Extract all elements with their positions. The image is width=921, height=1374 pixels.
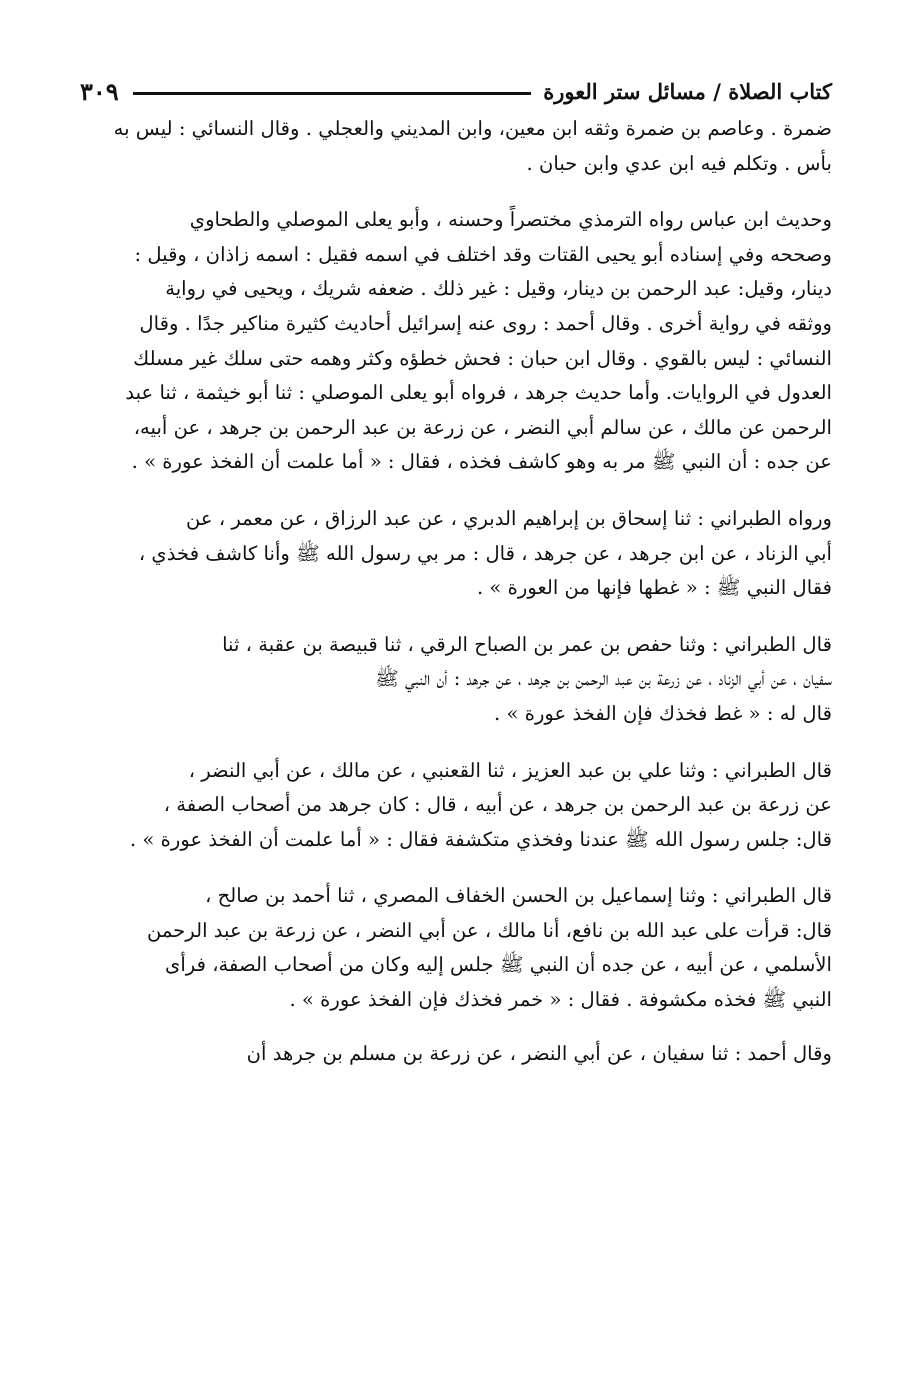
paragraph-4: قال الطبراني : وثنا حفص بن عمر بن الصباح الرقي ، ثنا قبيصة بن عقبة ، ثنا سفيان ، عن أبي الزناد ، عن زرعة بن عبد الرحمن بن جرهد ، عن جرهد : أن النبي ﷺ قال له : « غط فخذك فإن الفخذ عورة » . xyxy=(222,632,832,725)
paragraph-2: وحديث ابن عباس رواه الترمذي مختصراً وحسنه ، وأبو يعلى الموصلي والطحاوي وصححه وفي إسناده أبو يحيى القتات وقد اختلف في اسمه فقيل : اسمه زاذان ، وقيل : دينار، وقيل: عبد الرحمن بن دينار، وقيل : غير ذلك . ضعفه شريك ، ويحيى في رواية ووثقه في رواية أخرى . وقال أحمد : روى عنه إسرائيل أحاديث كثيرة مناكير جدًا . وقال النسائي : ليس بالقوي . وقال ابن حبان : فحش خطؤه وكثر وهمه حتى سلك غير مسلك العدول في الروايات. وأما حديث جرهد ، فرواه أبو يعلى الموصلي : ثنا أبو خيثمة ، ثنا عبد الرحمن عن مالك ، عن سالم أبي النضر ، عن زرعة بن عبد الرحمن بن جرهد ، عن أبيه، عن جده : أن النبي ﷺ مر به وهو كاشف فخذه ، فقال : « أما علمت أن الفخذ عورة » . xyxy=(125,208,832,474)
paragraph-6: قال الطبراني : وثنا إسماعيل بن الحسن الخفاف المصري ، ثنا أحمد بن صالح ، قال: قرأت على عبد الله بن نافع، أنا مالك ، عن أبي النضر ، عن زرعة بن عبد الرحمن الأسلمي ، عن أبيه ، عن جده أن النبي ﷺ جلس إليه وكان من أصحاب الصفة، فرأى النبي ﷺ فخذه مكشوفة . فقال : « خمر فخذك فإن الفخذ عورة » . xyxy=(146,884,832,1012)
page-number: ٣٠٩ xyxy=(80,76,119,106)
paragraph-5: قال الطبراني : وثنا علي بن عبد العزيز ، ثنا القعنبي ، عن مالك ، عن أبي النضر ، عن زرعة بن عبد الرحمن بن جرهد ، عن أبيه ، قال : كان جرهد من أصحاب الصفة ، قال: جلس رسول الله ﷺ عندنا وفخذي متكشفة فقال : « أما علمت أن الفخذ عورة » . xyxy=(129,758,832,851)
chapter-title: كتاب الصلاة / مسائل ستر العورة xyxy=(543,78,832,104)
header-rule xyxy=(133,92,532,95)
paragraph-7: وقال أحمد : ثنا سفيان ، عن أبي النضر ، عن زرعة بن مسلم بن جرهد أن xyxy=(246,1041,832,1065)
paragraph-3: ورواه الطبراني : ثنا إسحاق بن إبراهيم الدبري ، عن عبد الرزاق ، عن معمر ، عن أبي الزناد ، عن ابن جرهد ، عن جرهد ، قال : مر بي رسول الله ﷺ وأنا كاشف فخذي ، فقال النبي ﷺ : « غطها فإنها من العورة » . xyxy=(138,506,832,600)
book-page xyxy=(80,70,832,1071)
running-header xyxy=(80,70,832,112)
paragraph-1: ضمرة . وعاصم بن ضمرة وثقه ابن معين، وابن المديني والعجلي . وقال النسائي : ليس به بأس . وتكلم فيه ابن عدي وابن حبان . xyxy=(113,117,832,175)
